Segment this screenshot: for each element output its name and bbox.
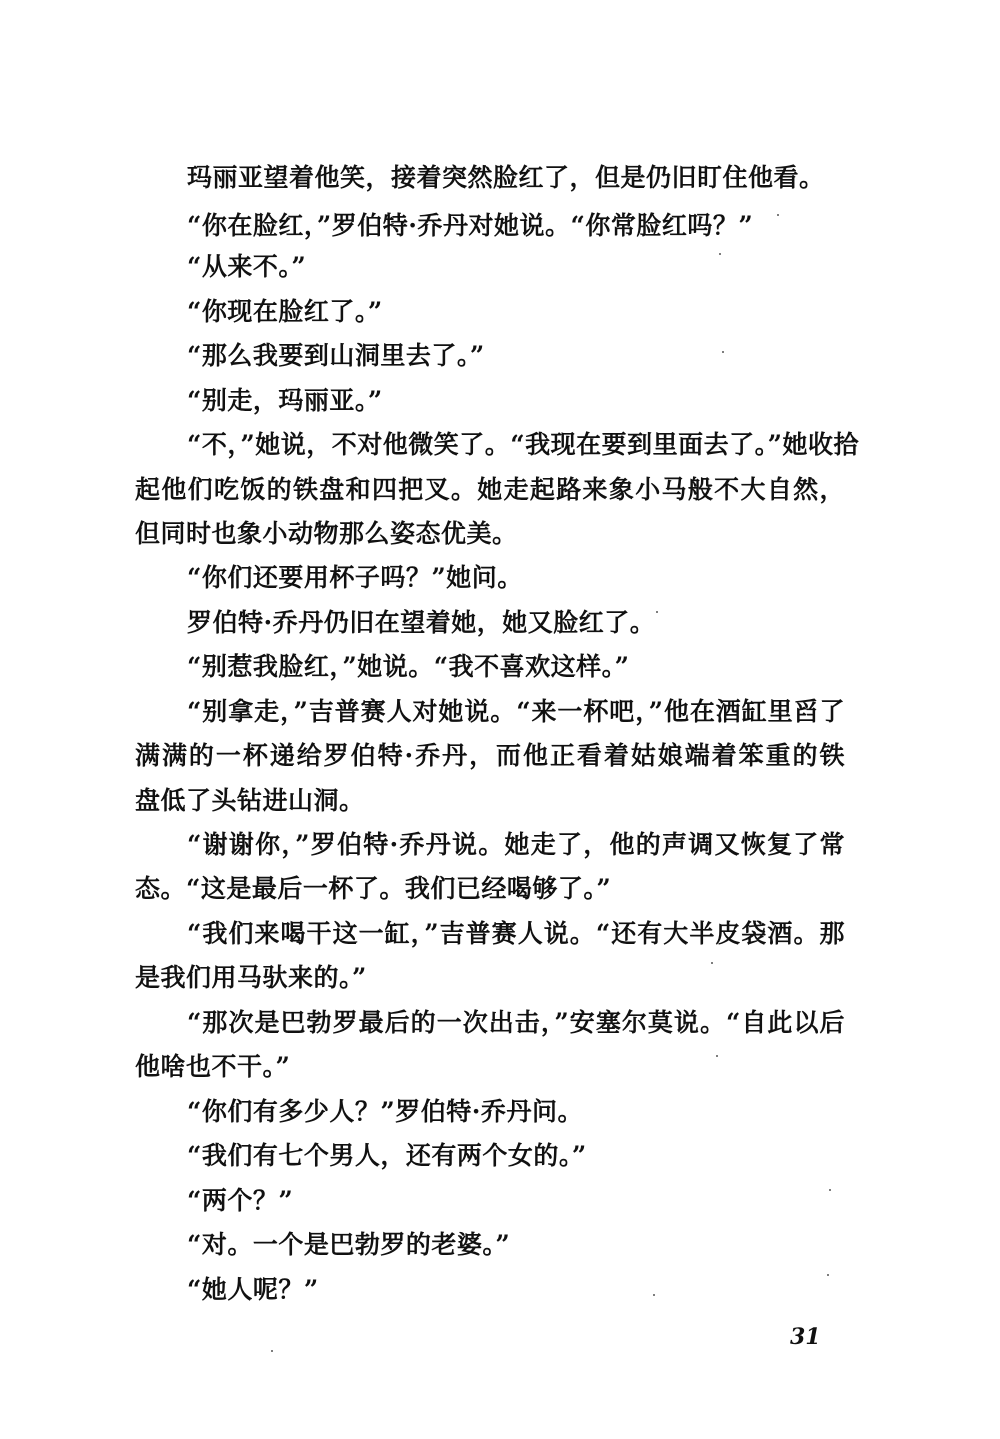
text-line: “对。一个是巴勃罗的老婆。”	[187, 1230, 511, 1259]
text-line: 他啥也不干。”	[135, 1052, 291, 1081]
text-line: “她人呢？”	[187, 1275, 319, 1304]
scan-speck	[653, 1294, 655, 1296]
scan-speck	[719, 253, 721, 255]
text-line: “不，”她说，不对他微笑了。“我现在要到里面去了。”她收拾	[187, 430, 860, 459]
text-line: “从来不。”	[187, 252, 307, 281]
scan-speck	[829, 1189, 831, 1191]
scan-speck	[656, 611, 658, 613]
text-line: 态。“这是最后一杯了。我们已经喝够了。”	[135, 874, 612, 903]
text-line: “两个？”	[187, 1186, 294, 1215]
text-line: “别惹我脸红，”她说。“我不喜欢这样。”	[187, 652, 630, 681]
text-line: “你们还要用杯子吗？”她问。	[187, 563, 523, 592]
text-line: 但同时也象小动物那么姿态优美。	[135, 519, 518, 548]
text-line: “你现在脸红了。”	[187, 297, 383, 326]
text-line: “我们有七个男人，还有两个女的。”	[187, 1141, 587, 1170]
text-line: 起他们吃饭的铁盘和四把叉。她走起路来象小马般不大自然，	[135, 475, 845, 504]
text-line: 盘低了头钻进山洞。	[135, 786, 365, 815]
text-line: “谢谢你，”罗伯特·乔丹说。她走了，他的声调又恢复了常	[187, 830, 845, 859]
scan-speck	[711, 962, 713, 964]
text-line: 是我们用马驮来的。”	[135, 963, 367, 992]
scan-speck	[722, 351, 724, 353]
text-line: “那么我要到山洞里去了。”	[187, 341, 485, 370]
scan-speck	[271, 1350, 273, 1352]
text-line: “别拿走，”吉普赛人对她说。“来一杯吧，”他在酒缸里舀了	[187, 697, 845, 726]
text-line: 玛丽亚望着他笑，接着突然脸红了，但是仍旧盯住他看。	[187, 163, 825, 192]
text-line: “你们有多少人？”罗伯特·乔丹问。	[187, 1097, 583, 1126]
text-line: “那次是巴勃罗最后的一次出击，”安塞尔莫说。“自此以后	[187, 1008, 845, 1037]
text-line: 满满的一杯递给罗伯特·乔丹，而他正看着姑娘端着笨重的铁	[135, 741, 845, 770]
text-line: 罗伯特·乔丹仍旧在望着她，她又脸红了。	[187, 608, 656, 637]
scan-speck	[716, 1055, 718, 1057]
text-line: “我们来喝干这一缸，”吉普赛人说。“还有大半皮袋酒。那	[187, 919, 845, 948]
text-line: “别走，玛丽亚。”	[187, 386, 383, 415]
scan-speck	[777, 214, 779, 216]
page-number: 31	[790, 1324, 821, 1350]
text-line: “你在脸红，”罗伯特·乔丹对她说。“你常脸红吗？”	[187, 211, 754, 240]
scan-speck	[827, 1274, 829, 1276]
